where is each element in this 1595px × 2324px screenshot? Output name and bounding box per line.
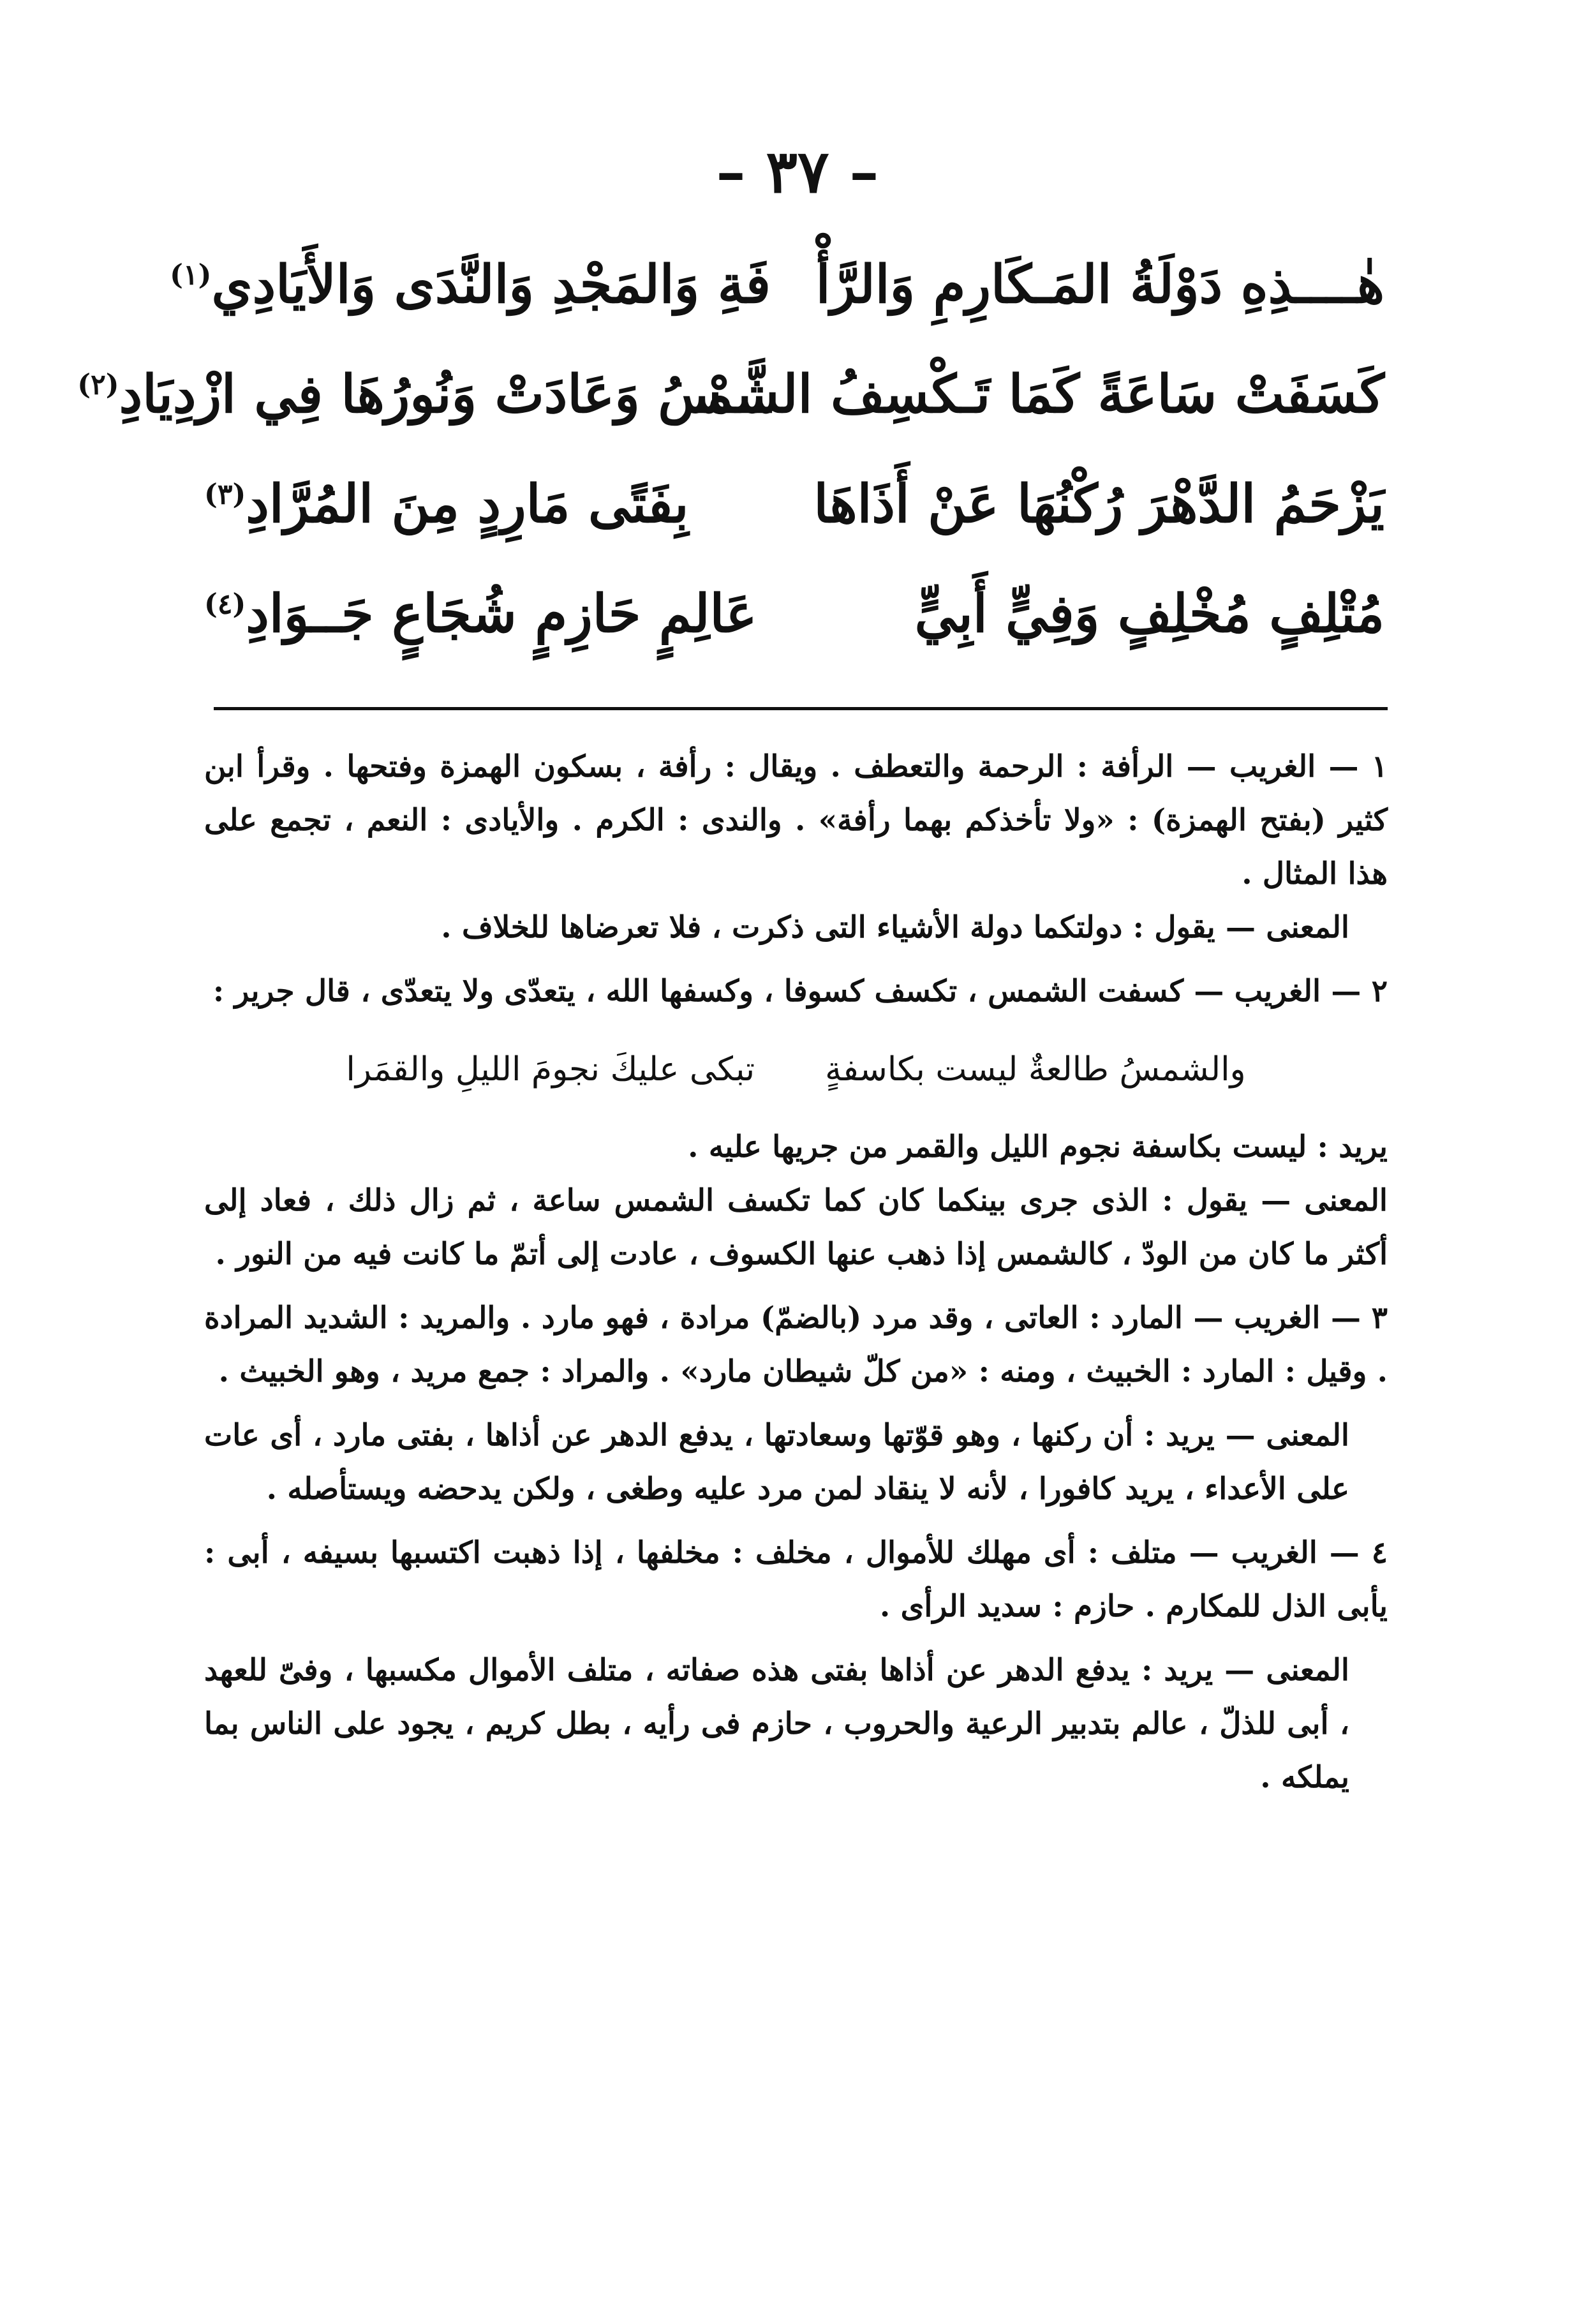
verse-1-second-text: فَةِ وَالمَجْدِ وَالنَّدَى وَالأَيَادِي (211, 254, 771, 315)
verse-2-first-hemistich: كَسَفَتْ سَاعَةً كَمَا تَـكْسِفُ الشَّمْـ (690, 364, 1384, 425)
note-4-gharib: ٤ — الغريب — متلف : أى مهلك للأموال ، مخلف : مخلفها ، إذا ذهبت اكتسبها بسيفه ، أبى : يأبى الذل للمكارم . حازم : سديد الرأى . (204, 1535, 1388, 1624)
footnote-divider (214, 707, 1388, 710)
verse-3-second-text: بِفَتًى مَارِدٍ مِنَ المُرَّادِ (246, 473, 689, 535)
note-2-gharib: ٢ — الغريب — كسفت الشمس ، تكسف كسوفا ، وكسفها الله ، يتعدّى ولا يتعدّى ، قال جرير : (212, 974, 1388, 1009)
verse-4-first-hemistich: مُتْلِفٍ مُخْلِفٍ وَفِيٍّ أَبِيٍّ (914, 583, 1384, 644)
verse-4 (204, 559, 1384, 669)
note-4-maana: المعنى — يريد : يدفع الدهر عن أذاها بفتى هذه صفاته ، متلف الأموال مكسبها ، وفىّ للعهد ، أبى للذلّ ، عالم بتدبير الرعية والحروب ، حازم فى رأيه ، بطل كريم ، يجود على الناس بما يملكه . (204, 1653, 1349, 1795)
verse-1-first-hemistich: هٰــــذِهِ دَوْلَةُ المَـكَارِمِ وَالرَّأْ (815, 254, 1384, 315)
footnote-mark-4: (٤) (204, 588, 246, 621)
note-2-yurid: يريد : ليست بكاسفة نجوم الليل والقمر من جريها عليه . (688, 1129, 1388, 1165)
quoted-verse-jarir (204, 1038, 1388, 1101)
verse-1-second-hemistich (170, 254, 771, 315)
poem-verses (77, 230, 1384, 669)
verse-4-second-text: عَالِمٍ حَازِمٍ شُجَاعٍ جَــوَادِ (246, 583, 757, 644)
verse-2-second-hemistich (77, 364, 771, 425)
verse-2 (77, 339, 1384, 449)
note-1-maana: المعنى — يقول : دولتكما دولة الأشياء التى ذكرت ، فلا تعرضاها للخلاف . (441, 910, 1349, 945)
footnote-mark-1: (١) (170, 258, 212, 292)
verse-1 (170, 230, 1384, 339)
footnote-mark-3: (٣) (204, 478, 246, 511)
note-3-gharib: ٣ — الغريب — المارد : العاتى ، وقد مرد (بالضمّ) مرادة ، فهو مارد . والمريد : الشديد المرادة . وقيل : المارد : الخبيث ، ومنه : «من كلّ شيطان مارد» . والمراد : جمع مريد ، وهو الخبيث . (204, 1300, 1388, 1389)
note-3-maana: المعنى — يريد : أن ركنها ، وهو قوّتها وسعادتها ، يدفع الدهر عن أذاها ، بفتى مارد ، أى عات على الأعداء ، يريد كافورا ، لأنه لا ينقاد لمن مرد عليه وطغى ، ولكن يدحضه ويستأصله . (204, 1418, 1349, 1507)
quoted-verse-first-hemistich: والشمسُ طالعةٌ ليست بكاسفةٍ (825, 1050, 1246, 1089)
verse-3-first-hemistich: يَزْحَمُ الدَّهْرَ رُكْنُهَا عَنْ أَذَاهَا (813, 473, 1384, 535)
verse-2-second-text: ـــسُ وَعَادَتْ وَنُورُهَا فِي ازْدِيَادِ (119, 364, 771, 425)
note-1-gharib: ١ — الغريب — الرأفة : الرحمة والتعطف . ويقال : رأفة ، بسكون الهمزة وفتحها . وقرأ ابن كثير (بفتح الهمزة) : «ولا تأخذكم بهما رأفة» . والندى : الكرم . والأيادى : النعم ، تجمع على هذا المثال . (204, 749, 1388, 891)
footnote-mark-2: (٢) (77, 368, 119, 401)
page-number: – ٣٧ – (716, 137, 879, 206)
verse-3-second-hemistich (204, 473, 771, 535)
commentary-notes (204, 740, 1388, 1805)
note-2-maana: المعنى — يقول : الذى جرى بينكما كان كما تكسف الشمس ساعة ، ثم زال ذلك ، فعاد إلى أكثر ما كان من الودّ ، كالشمس إذا ذهب عنها الكسوف ، عادت إلى أتمّ ما كانت فيه من النور . (204, 1183, 1388, 1272)
verse-3 (204, 449, 1384, 559)
quoted-verse-second-hemistich: تبكى عليكَ نجومَ الليلِ والقمَرا (346, 1050, 755, 1089)
verse-4-second-hemistich (204, 583, 771, 644)
